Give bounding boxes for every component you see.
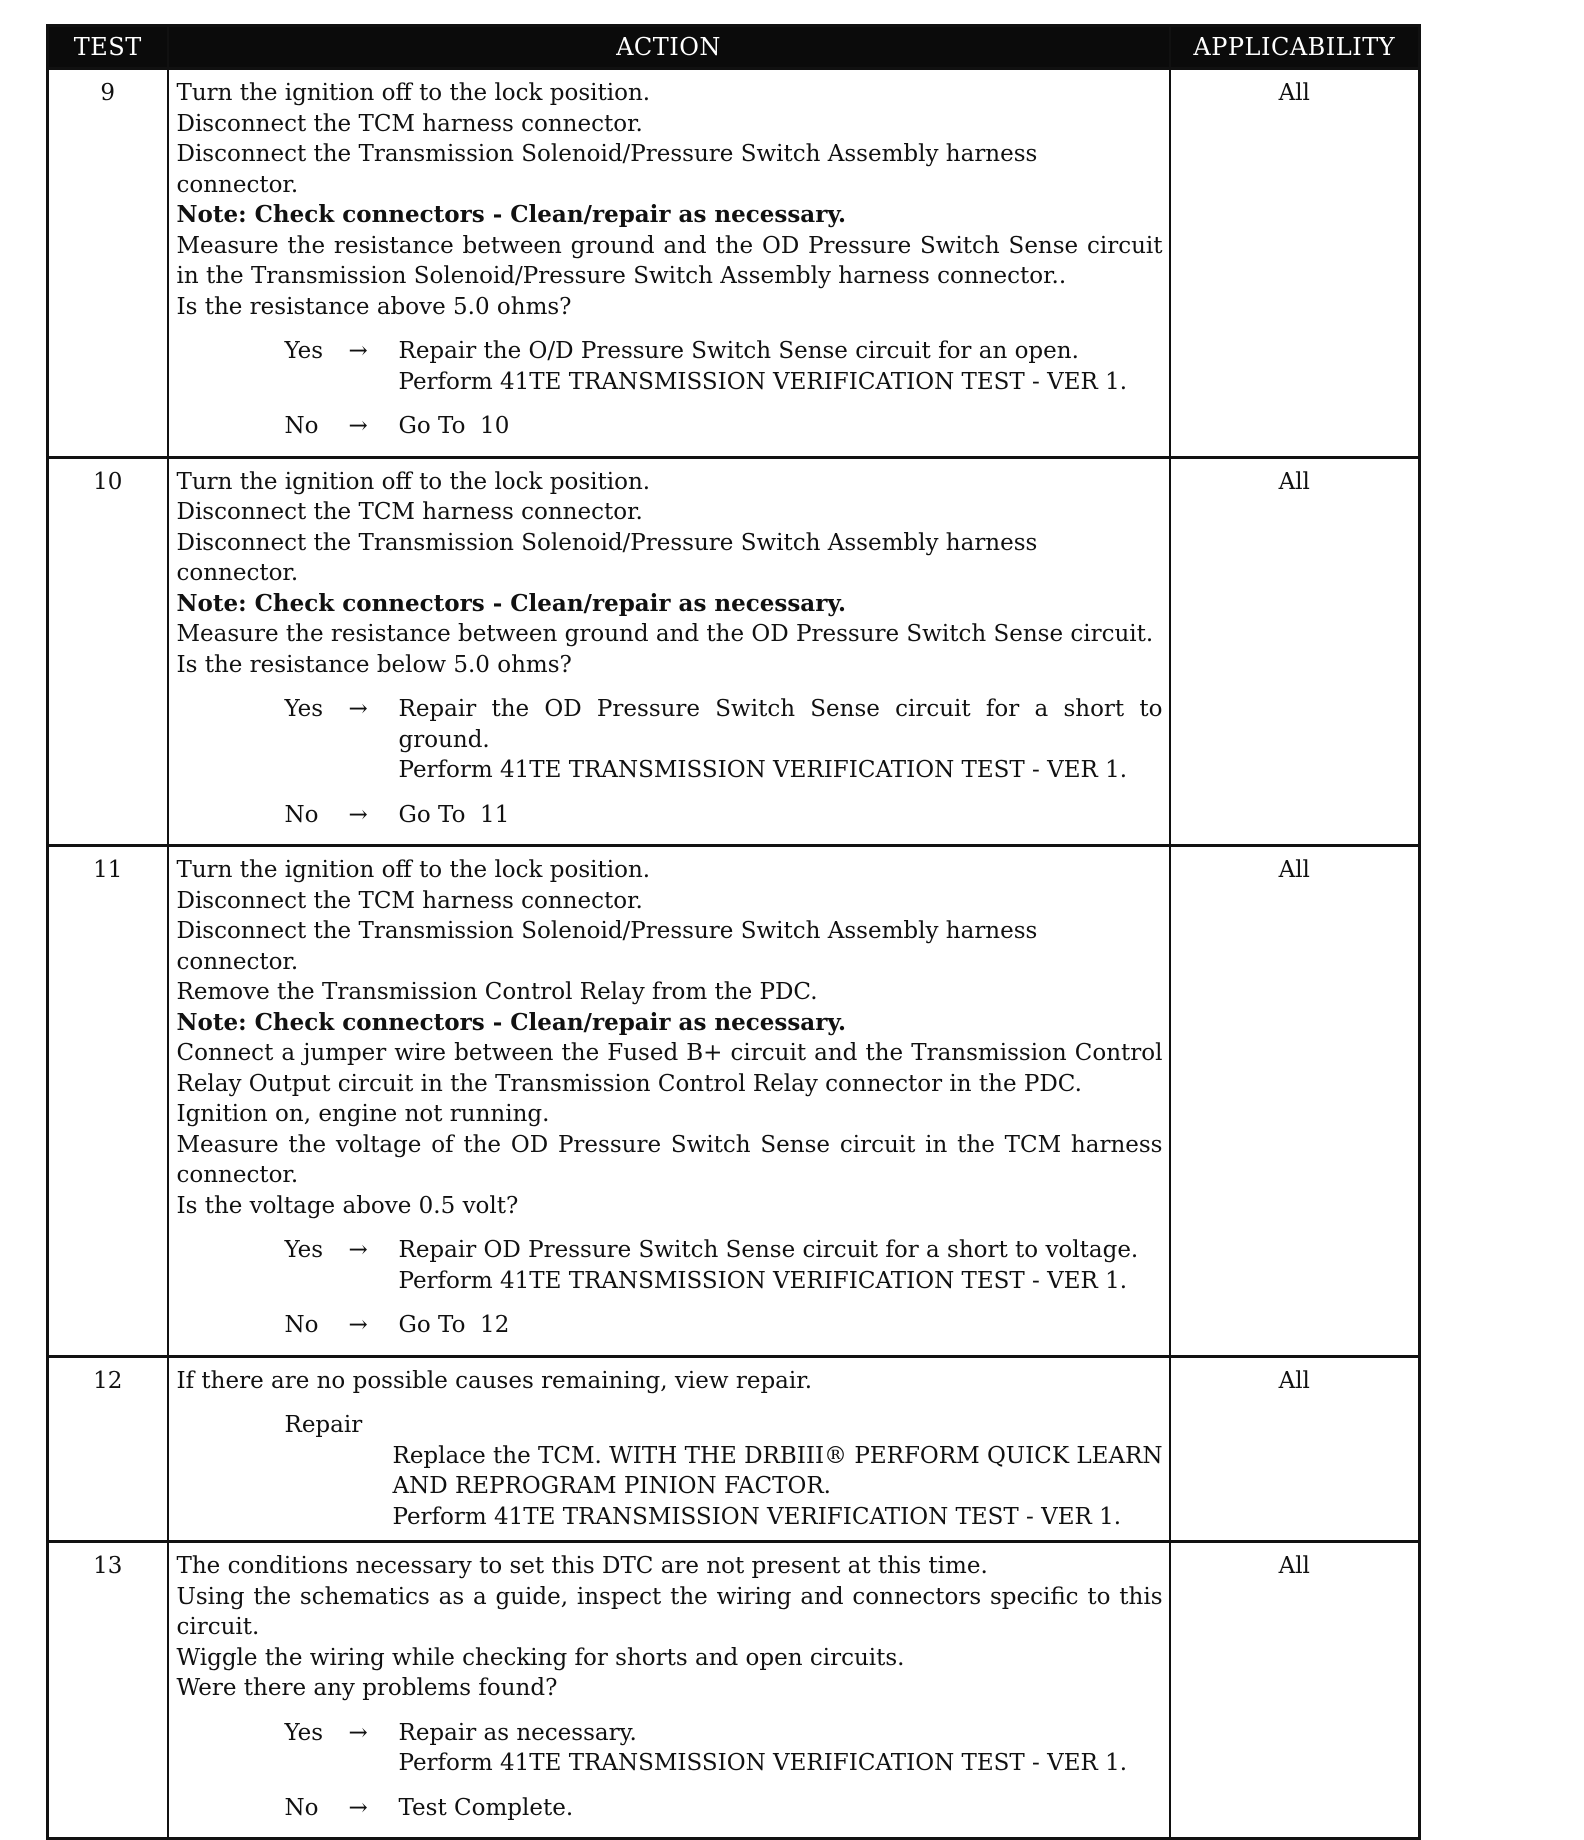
table-row [48,846,1420,1357]
yes-result: Repair as necessary. [398,1719,637,1746]
applicability-value: All [1170,1542,1420,1839]
arrow-icon: → [348,413,368,439]
header-applicability: APPLICABILITY [1170,26,1420,69]
yes-label: Yes [284,338,324,364]
action-cell [168,457,1170,846]
yes-branch [177,694,1163,786]
yes-result: Perform 41TE TRANSMISSION VERIFICATION TEST - VER 1. [398,368,1128,395]
action-question: Is the voltage above 0.5 volt? [176,1192,519,1219]
arrow-icon: → [348,1794,368,1821]
action-step: Measure the resistance between ground and the OD Pressure Switch Sense circuit. [176,621,1154,647]
action-question: Is the resistance above 5.0 ohms? [176,293,572,320]
test-number: 13 [48,1542,168,1839]
no-result: Go To 12 [398,1312,510,1338]
arrow-icon: → [348,1237,368,1263]
yes-branch [177,1235,1163,1296]
yes-result: Repair the O/D Pressure Switch Sense circuit for an open. [398,338,1079,364]
test-number: 12 [48,1356,168,1542]
repair-label: Repair [284,1412,363,1438]
action-step: Disconnect the Transmission Solenoid/Pressure Switch Assembly harness connector. [176,141,1038,198]
arrow-icon: → [348,1719,368,1746]
diagnostic-test-table [46,24,1421,1840]
diagnostic-test-table-container [46,24,1418,1840]
table-row [48,69,1420,458]
yes-branch [177,1718,1163,1779]
action-note: Note: Check connectors - Clean/repair as necessary. [176,201,847,228]
action-step: Remove the Transmission Control Relay from the PDC. [176,979,818,1005]
yes-label: Yes [284,696,324,722]
no-branch [177,1310,1163,1341]
action-step: Connect a jumper wire between the Fused B+ circuit and the Transmission Control Relay Output circuit in the Transmission Control Relay connector in the PDC. [176,1040,1163,1097]
yes-branch [177,336,1163,397]
applicability-value: All [1170,1356,1420,1542]
repair-result: Perform 41TE TRANSMISSION VERIFICATION TEST - VER 1. [392,1503,1122,1530]
header-test: TEST [48,26,168,69]
table-row [48,1356,1420,1542]
yes-label: Yes [284,1719,324,1746]
action-question: Were there any problems found? [176,1675,558,1701]
action-step: Measure the voltage of the OD Pressure Switch Sense circuit in the TCM harness connector. [176,1131,1163,1188]
action-step: Wiggle the wiring while checking for shorts and open circuits. [176,1644,905,1671]
action-step: Turn the ignition off to the lock position. [176,468,651,495]
header-action: ACTION [168,26,1170,69]
action-step: Disconnect the Transmission Solenoid/Pressure Switch Assembly harness connector. [176,918,1038,975]
arrow-icon: → [348,1312,368,1338]
arrow-icon: → [348,338,368,364]
no-label: No [284,413,319,439]
action-note: Note: Check connectors - Clean/repair as necessary. [176,1008,847,1036]
action-step: Ignition on, engine not running. [176,1101,550,1127]
yes-result: Perform 41TE TRANSMISSION VERIFICATION TEST - VER 1. [398,1750,1128,1776]
no-label: No [284,1312,319,1338]
test-number: 10 [48,457,168,846]
action-step: Turn the ignition off to the lock position. [176,80,651,106]
yes-result: Perform 41TE TRANSMISSION VERIFICATION TEST - VER 1. [398,1267,1128,1294]
table-row [48,1542,1420,1839]
no-label: No [284,801,319,828]
action-note: Note: Check connectors - Clean/repair as necessary. [176,589,847,617]
action-cell [168,1356,1170,1542]
test-number: 9 [48,69,168,458]
applicability-value: All [1170,69,1420,458]
no-branch [177,1793,1163,1824]
arrow-icon: → [348,696,368,722]
yes-result: Perform 41TE TRANSMISSION VERIFICATION TEST - VER 1. [398,757,1128,783]
applicability-value: All [1170,846,1420,1357]
table-row [48,457,1420,846]
test-number: 11 [48,846,168,1357]
action-cell [168,1542,1170,1839]
action-step: Using the schematics as a guide, inspect the wiring and connectors specific to this circuit. [176,1583,1163,1640]
action-cell [168,69,1170,458]
repair-result: Replace the TCM. WITH THE DRBIII® PERFORM QUICK LEARN AND REPROGRAM PINION FACTOR. [392,1442,1163,1499]
action-step: Turn the ignition off to the lock position. [176,857,651,883]
no-branch [177,800,1163,831]
action-step: Disconnect the TCM harness connector. [176,110,643,137]
yes-result: Repair OD Pressure Switch Sense circuit for a short to voltage. [398,1237,1139,1263]
no-result: Go To 11 [398,801,510,828]
action-step: Disconnect the Transmission Solenoid/Pressure Switch Assembly harness connector. [176,529,1038,586]
yes-result: Repair the OD Pressure Switch Sense circuit for a short to ground. [398,696,1163,753]
action-cell [168,846,1170,1357]
no-result: Go To 10 [398,413,510,439]
no-branch [177,411,1163,442]
no-result: Test Complete. [398,1794,574,1821]
action-step: Disconnect the TCM harness connector. [176,499,643,525]
action-step: Measure the resistance between ground and the OD Pressure Switch Sense circuit in the Transmission Solenoid/Pressure Switch Assembly harness connector.. [176,232,1163,289]
action-step: Disconnect the TCM harness connector. [176,887,643,914]
action-question: Is the resistance below 5.0 ohms? [176,651,572,678]
action-step: If there are no possible causes remaining, view repair. [176,1367,813,1394]
table-header-row [48,26,1420,69]
yes-label: Yes [284,1237,324,1263]
no-label: No [284,1794,319,1821]
arrow-icon: → [348,801,368,828]
applicability-value: All [1170,457,1420,846]
action-step: The conditions necessary to set this DTC are not present at this time. [176,1553,988,1579]
